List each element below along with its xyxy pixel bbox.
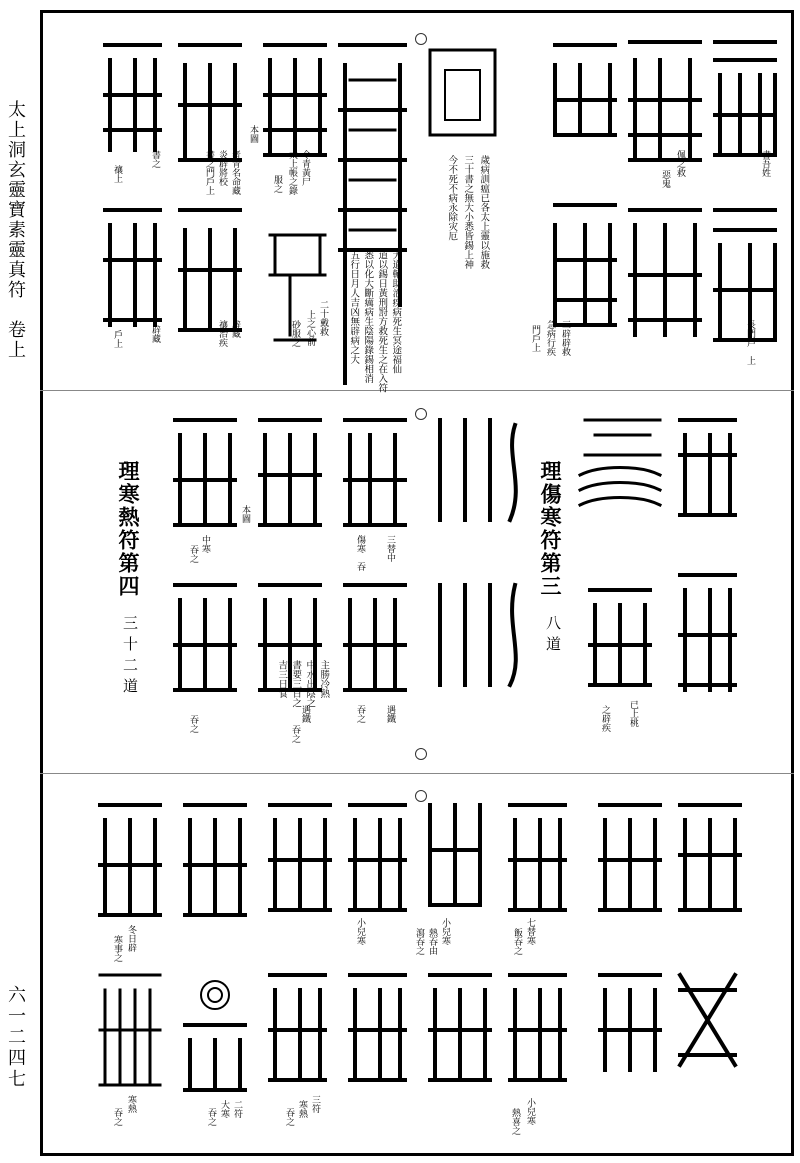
talisman-mid-6 [175, 420, 235, 690]
section-heading-4: 理寒熱符第四 [116, 460, 141, 598]
volume-title: 太上洞玄靈寶素靈真符 卷上 [5, 100, 26, 360]
talisman-top-1 [715, 42, 775, 340]
caption-bot-16: 吞之 [206, 1108, 216, 1126]
talisman-mid-5 [260, 420, 320, 690]
caption-mid-3: 遇鐵 [385, 705, 395, 723]
caption-mid-8: 吞之 [290, 725, 300, 743]
caption-top-13: 服之 [272, 175, 282, 193]
talisman-bot-2 [600, 805, 660, 1070]
section-heading-3: 理傷寒符第三 [538, 460, 563, 598]
talisman-top-7 [105, 45, 160, 325]
caption-top-20: 辟藏 [150, 325, 160, 343]
caption-top-8: 二十戴救 [318, 300, 328, 336]
talisman-bot-7 [185, 805, 245, 1090]
caption-top-3: 佩之救 [675, 150, 685, 177]
caption-mid-10: 中水出陰之 [304, 660, 316, 708]
caption-top-2: 長門戶 上 [745, 320, 755, 365]
caption-top-11: 令青黃尸 [300, 150, 310, 186]
caption-mid-15: 吞之 [188, 715, 198, 733]
caption-mid-6: 傷寒 吞 [355, 535, 365, 571]
note-top-6: 悉以化大斷癘病生陰陽錄錫相消 [362, 250, 374, 383]
caption-mid-1: 已上桃 [628, 700, 638, 727]
caption-top-5: 三辟辟救 [560, 320, 570, 356]
caption-bot-1: 七替寒 [525, 918, 535, 945]
note-top-3: 今不死不病永除灾厄 [446, 155, 458, 241]
caption-bot-11: 三符 [310, 1095, 320, 1113]
talisman-group-middle [50, 395, 790, 765]
caption-mid-5: 三替中 [385, 535, 395, 562]
caption-bot-4: 熱吞由 [427, 928, 437, 955]
talisman-bot-4 [430, 805, 490, 1080]
caption-top-12: 太上帳之錄 [287, 150, 297, 195]
caption-bot-6: 小兒寒 [355, 918, 365, 945]
section-divider-upper [40, 390, 794, 391]
caption-bot-3: 小兒寒 [440, 918, 450, 945]
caption-bot-14: 二符 [232, 1100, 242, 1118]
talisman-mid-2 [580, 420, 660, 685]
caption-mid-4: 吞之 [355, 705, 365, 723]
caption-top-10: 砂服之 [290, 320, 300, 347]
caption-top-4: 惡鬼 [660, 170, 670, 188]
page-number: 六一二四七 [5, 985, 26, 1090]
caption-mid-7: 遇鐵 [300, 705, 310, 723]
caption-mid-13: 中寒 [200, 535, 210, 553]
caption-top-9: 上之心前 [305, 310, 315, 346]
caption-mid-14: 吞之 [188, 545, 198, 563]
caption-top-6: 急病行疾 [545, 320, 555, 356]
caption-top-22: 戶上 [112, 330, 122, 348]
talisman-mid-1 [680, 420, 735, 690]
mark-mid: 本圖 [240, 505, 250, 523]
caption-top-7: 門戶上 [530, 325, 540, 352]
caption-top-18: 禳治疾 [217, 320, 227, 347]
talisman-mid-4 [345, 420, 405, 690]
section-count-3: 八道 [544, 615, 562, 657]
caption-mid-2: 之辟疾 [600, 705, 610, 732]
talisman-top-3 [555, 45, 615, 325]
caption-bot-17: 寒熱 [126, 1095, 136, 1113]
caption-bot-12: 寒熱 [297, 1100, 307, 1118]
caption-bot-18: 吞之 [112, 1108, 122, 1126]
note-top-4: 大道輔助治疾病死生冥途福仙 [390, 250, 402, 374]
talisman-top-2 [630, 42, 700, 335]
talisman-bot-1 [680, 805, 740, 1065]
talisman-group-top [50, 20, 790, 385]
caption-mid-11: 書要三日之 [290, 660, 302, 708]
note-top-5: 道以錫日黃刑罸方救死生之在入符 [376, 250, 388, 393]
talisman-bot-6 [270, 805, 330, 1080]
mark-top: 本圖 [248, 125, 258, 143]
caption-top-1: 書吾姓 [760, 150, 770, 177]
section-count-4: 三十二道 [121, 615, 139, 699]
caption-top-15: 炎辟將校 [217, 150, 227, 186]
caption-top-16: 書之門戶上 [204, 150, 214, 195]
caption-bot-10: 熱喜之 [510, 1108, 520, 1135]
caption-top-14: 者青名命藏 [230, 150, 240, 195]
note-top-1: 歲病訓瘟已各太上靈以施救 [478, 155, 490, 269]
caption-top-21: 禳上 [112, 165, 122, 183]
caption-bot-5: 瀉吞之 [414, 928, 424, 955]
caption-bot-7: 寒事之 [112, 935, 122, 962]
talisman-group-bottom [50, 780, 790, 1150]
note-top-2: 三十書之無大小悉皆錫上神 [462, 155, 474, 269]
talisman-mid-3 [440, 420, 516, 685]
caption-mid-9: 主勝冷熱 [318, 660, 330, 698]
caption-top-19: 書之 [150, 150, 160, 168]
caption-mid-12: 吉三日食 [276, 660, 288, 698]
caption-top-17: 辟藏 [230, 320, 240, 338]
caption-bot-2: 飯吞之 [512, 928, 522, 955]
caption-bot-8: 冬日辟 [126, 925, 136, 952]
caption-bot-15: 大寒 [219, 1100, 229, 1118]
note-top-7: 五行日月人吉凶無辟病之大 [348, 250, 360, 364]
caption-bot-13: 吞之 [284, 1108, 294, 1126]
talisman-top-star [430, 50, 495, 135]
caption-bot-9: 小兒寒 [525, 1098, 535, 1125]
section-divider-lower [40, 773, 794, 774]
